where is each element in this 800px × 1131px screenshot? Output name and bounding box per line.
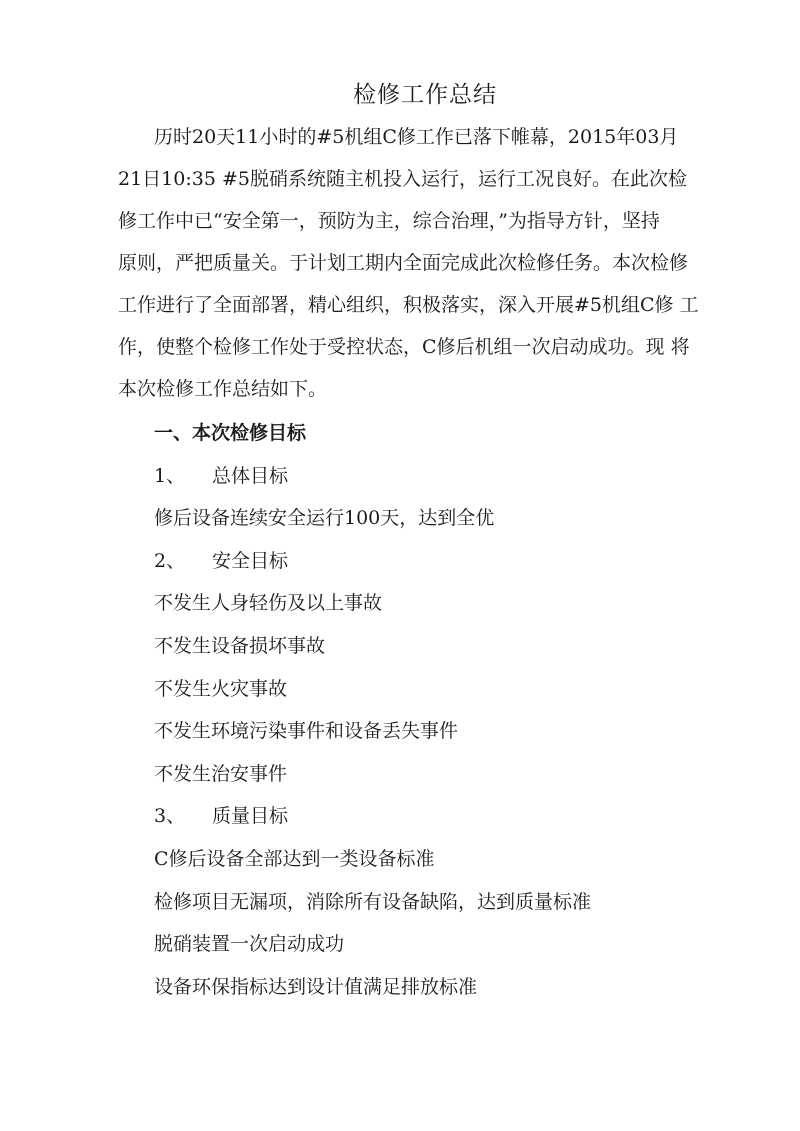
section-heading: 一、本次检修目标 — [154, 422, 307, 444]
goal-number: 1、 — [154, 464, 186, 487]
goal-item: 不发生治安事件 — [154, 762, 288, 785]
goal-heading-safety — [154, 540, 714, 583]
goal-item: 不发生环境污染事件和设备丢失事件 — [154, 720, 459, 743]
goal-item: C修后设备全部达到一类设备标准 — [154, 847, 435, 870]
goal-item: 不发生火灾事故 — [154, 677, 288, 700]
intro-line: 工作进行了全面部署，精心组织，积极落实，深入开展#5机组C修 工 — [118, 294, 699, 316]
goal-item: 检修项目无漏项，消除所有设备缺陷，达到质量标准 — [154, 890, 592, 913]
goal-label: 质量目标 — [212, 805, 289, 828]
intro-line: 本次检修工作总结如下。 — [118, 378, 328, 400]
goals-section — [154, 412, 714, 1008]
intro-line: 修工作中已“安全第一，预防为主，综合治理，”为指导方针，坚持 — [118, 210, 660, 232]
intro-line: 作，使整个检修工作处于受控状态，C修后机组一次启动成功。现 将 — [118, 336, 690, 358]
goal-item: 设备环保指标达到设计值满足排放标准 — [154, 975, 478, 998]
intro-line: 原则，严把质量关。于计划工期内全面完成此次检修任务。本次检修 — [118, 252, 689, 274]
goal-item: 不发生人身轻伤及以上事故 — [154, 592, 383, 615]
intro-line: 21日10:35 #5脱硝系统随主机投入运行，运行工况良好。在此次检 — [118, 168, 687, 190]
goal-heading-quality — [154, 795, 714, 838]
goal-label: 安全目标 — [212, 549, 289, 572]
intro-line: 历时20天11小时的#5机组C修工作已落下帷幕，2015年03月 — [154, 126, 679, 148]
intro-paragraph — [118, 116, 698, 410]
goal-item: 修后设备连续安全运行100天，达到全优 — [154, 507, 495, 530]
goal-label: 总体目标 — [212, 464, 289, 487]
document-title: 检修工作总结 — [353, 82, 497, 108]
goal-heading-overall — [154, 455, 714, 498]
goal-number: 3、 — [154, 805, 186, 828]
goal-item: 不发生设备损坏事故 — [154, 634, 326, 657]
goal-number: 2、 — [154, 549, 186, 572]
goal-item: 脱硝装置一次启动成功 — [154, 933, 345, 956]
